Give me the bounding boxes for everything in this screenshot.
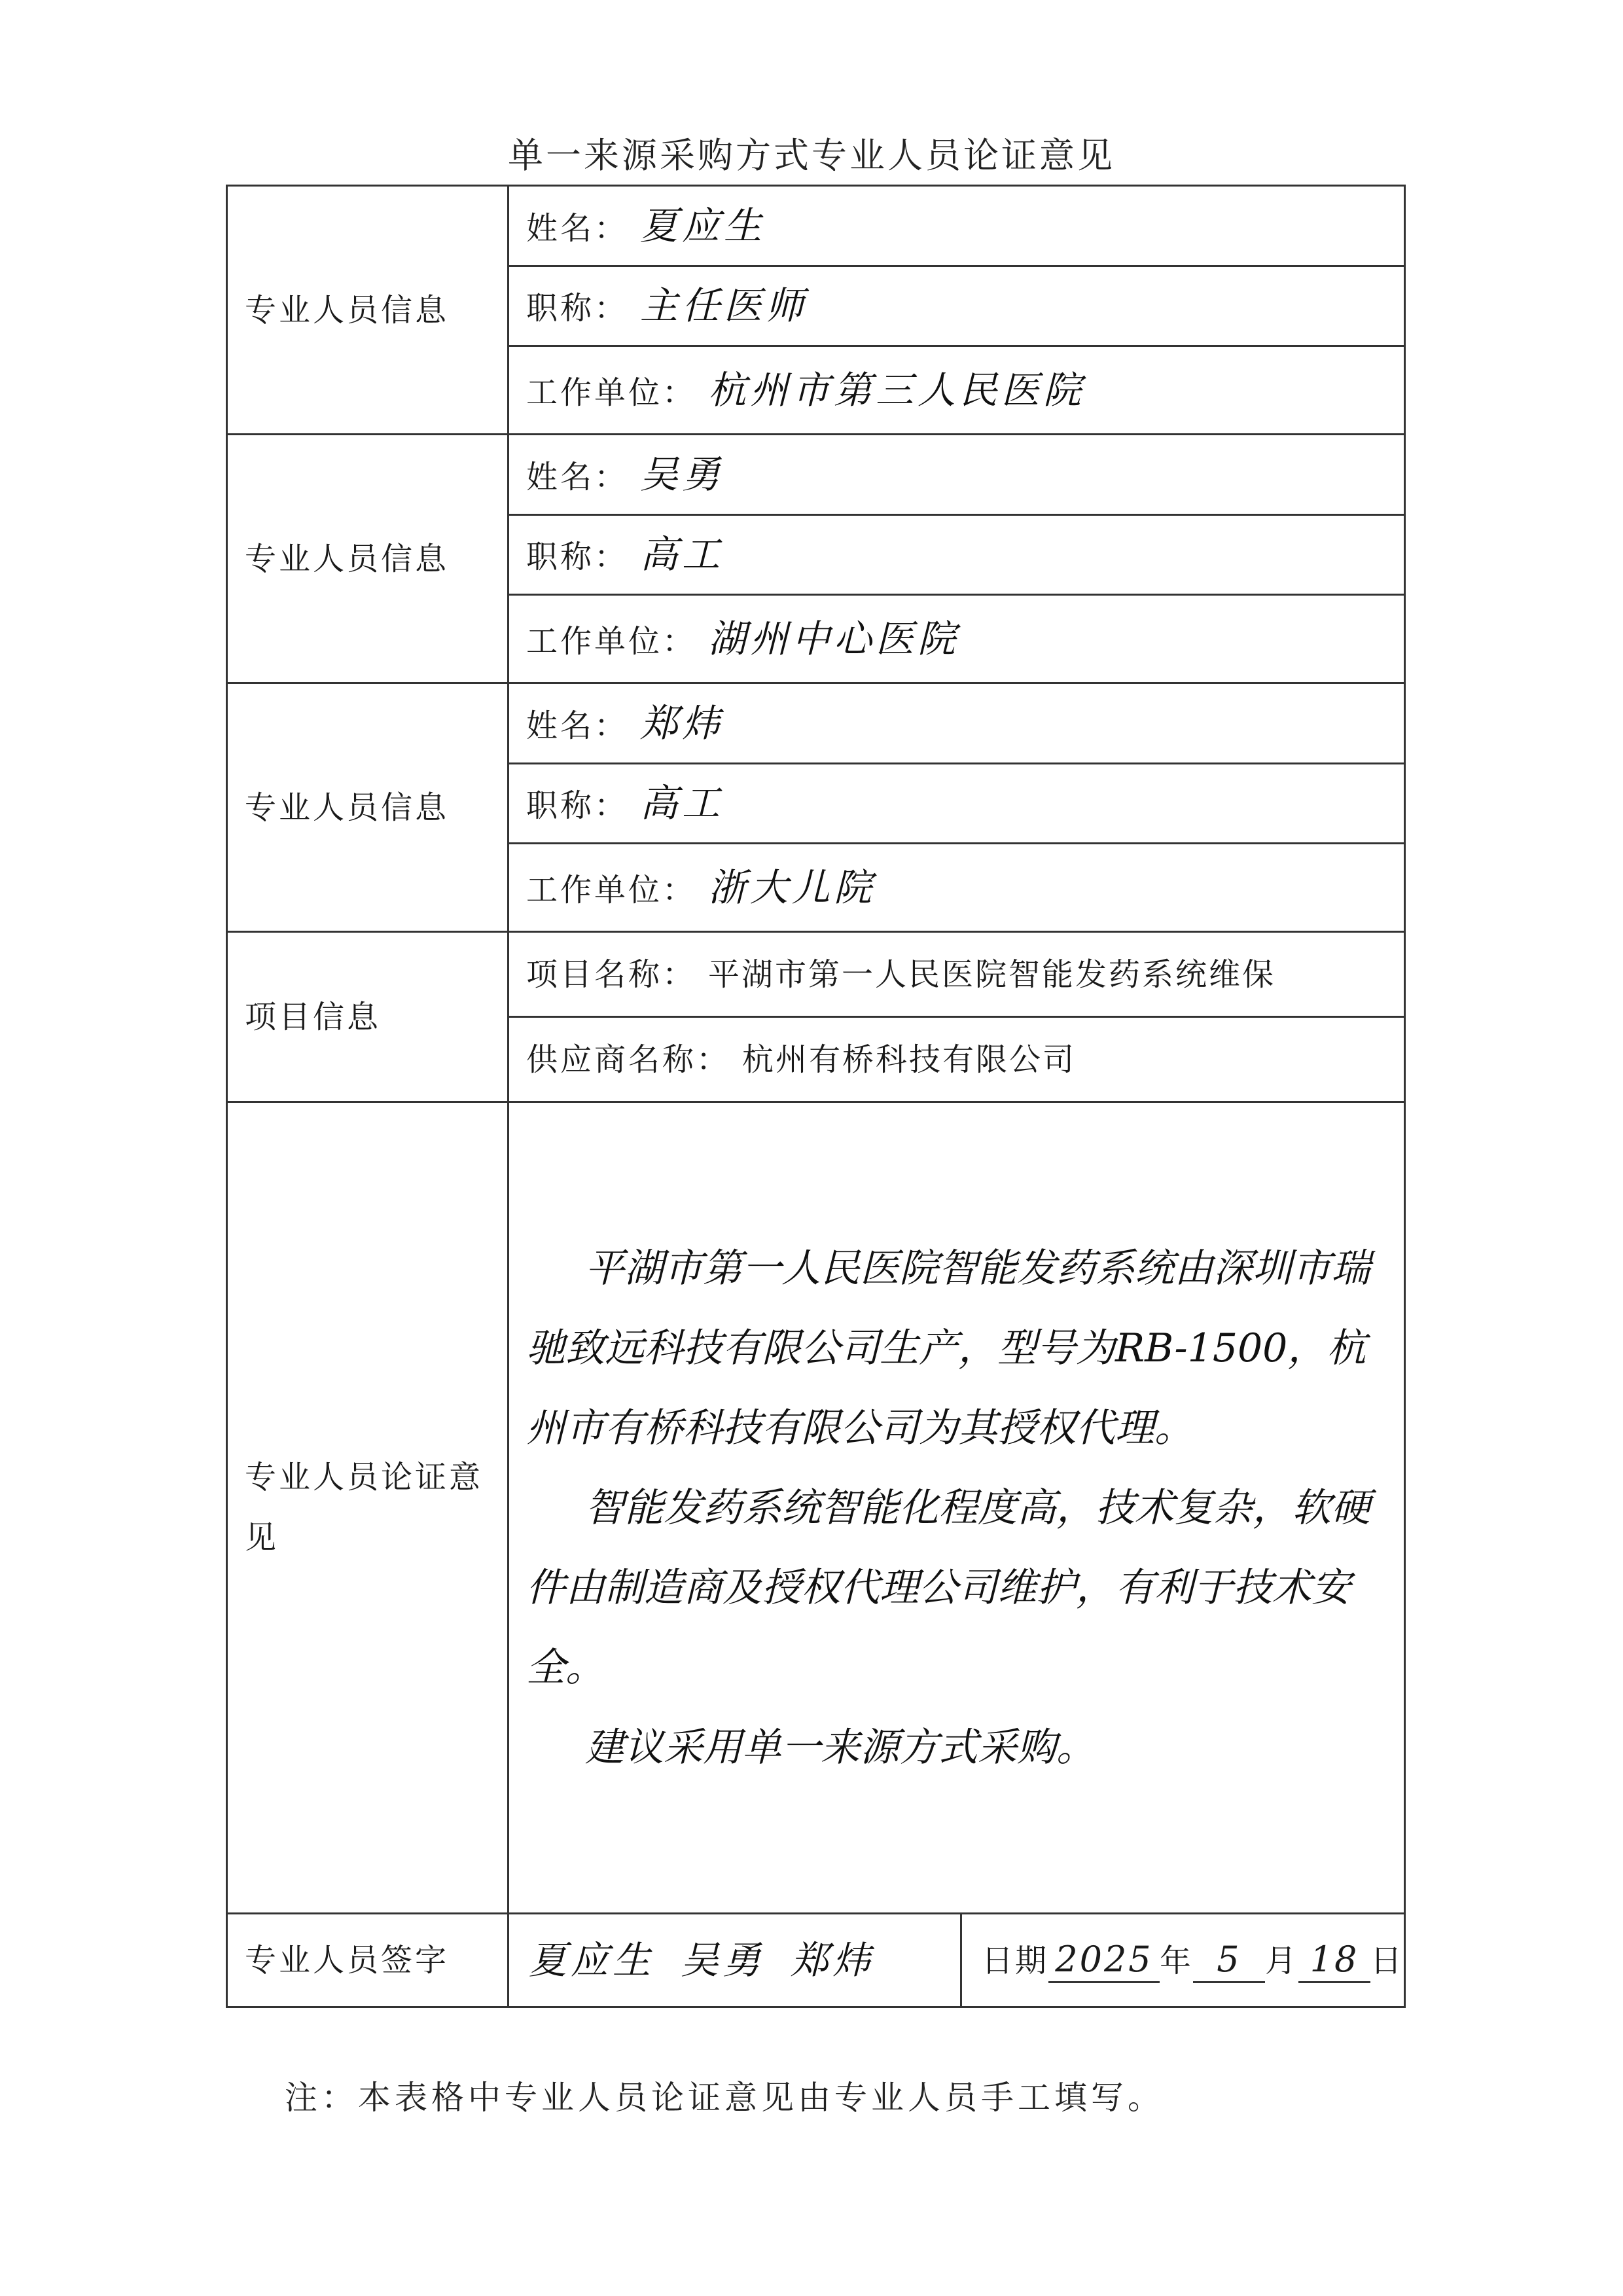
signature-2: 吴勇 [681, 1937, 765, 1982]
expert-2-name: 吴勇 [640, 452, 724, 497]
unit-label: 工作单位： [526, 622, 697, 660]
expert-2-unit: 湖州中心医院 [708, 616, 960, 661]
title-label: 职称： [526, 539, 629, 576]
expert-2-section-label: 专业人员信息 [227, 435, 508, 683]
opinion-paragraph: 平湖市第一人民医院智能发药系统由深圳市瑞驰致远科技有限公司生产，型号为RB-1500，杭州市有桥科技有限公司为其授权代理。 [526, 1245, 1370, 1451]
expert-3-name: 郑炜 [640, 700, 724, 745]
supplier-cell [508, 1017, 1405, 1102]
expert-2-title-cell [508, 515, 1405, 595]
date-label: 日期 [981, 1942, 1048, 1979]
expert-1-unit: 杭州市第三人民医院 [708, 367, 1086, 412]
signature-1: 夏应生 [529, 1937, 655, 1982]
document-title: 单一来源采购方式专业人员论证意见 [508, 135, 1115, 176]
expert-2-title: 高工 [640, 532, 724, 577]
signature-names [509, 1914, 962, 2006]
month-unit: 月 [1264, 1942, 1298, 1979]
expert-2-unit-cell [508, 595, 1405, 683]
expert-1-name: 夏应生 [640, 203, 766, 248]
project-name-label: 项目名称： [526, 956, 697, 993]
project-name-value: 平湖市第一人民医院智能发药系统维保 [708, 956, 1276, 993]
date-field [962, 1937, 1404, 1984]
date-month: 5 [1193, 1937, 1265, 1984]
unit-label: 工作单位： [526, 871, 697, 908]
signature-section-label: 专业人员签字 [227, 1914, 508, 2007]
expert-2-name-row [227, 435, 1405, 515]
expert-1-name-row [227, 186, 1405, 266]
expert-3-section-label: 专业人员信息 [227, 683, 508, 932]
opinion-cell [508, 1102, 1405, 1914]
project-name-row [227, 932, 1405, 1017]
footnote: 注：本表格中专业人员论证意见由专业人员手工填写。 [285, 2079, 1164, 2117]
supplier-label: 供应商名称： [526, 1041, 731, 1078]
year-unit: 年 [1159, 1942, 1193, 1979]
title-label: 职称： [526, 290, 629, 327]
date-year: 2025 [1048, 1937, 1160, 1984]
expert-1-section-label: 专业人员信息 [227, 186, 508, 435]
opinion-section-label: 专业人员论证意见 [227, 1102, 508, 1914]
expert-3-unit-cell [508, 844, 1405, 932]
unit-label: 工作单位： [526, 374, 697, 411]
title-label: 职称： [526, 787, 629, 825]
expert-1-title: 主任医师 [640, 283, 808, 329]
project-name-cell [508, 932, 1405, 1017]
expert-2-name-cell [508, 435, 1405, 515]
opinion-row [227, 1102, 1405, 1914]
expert-3-name-row [227, 683, 1405, 764]
expert-3-unit: 浙大儿院 [708, 865, 876, 910]
expert-1-unit-cell [508, 346, 1405, 435]
opinion-paragraph: 建议采用单一来源方式采购。 [585, 1724, 1096, 1770]
opinion-paragraph: 智能发药系统智能化程度高，技术复杂，软硬件由制造商及授权代理公司维护，有利于技术安全。 [526, 1484, 1370, 1691]
name-label: 姓名： [526, 209, 629, 247]
signature-row [227, 1914, 1405, 2007]
date-day: 18 [1298, 1937, 1370, 1984]
expert-3-name-cell [508, 683, 1405, 764]
expert-opinion-table [226, 185, 1406, 2008]
name-label: 姓名： [526, 458, 629, 495]
project-section-label: 项目信息 [227, 932, 508, 1102]
signature-cell [508, 1914, 1405, 2007]
expert-1-name-cell [508, 186, 1405, 266]
expert-3-title-cell [508, 764, 1405, 844]
signature-3: 郑炜 [791, 1937, 875, 1982]
day-unit: 日 [1370, 1942, 1404, 1979]
expert-3-title: 高工 [640, 781, 724, 826]
expert-1-title-cell [508, 266, 1405, 346]
name-label: 姓名： [526, 707, 629, 744]
supplier-value: 杭州有桥科技有限公司 [742, 1041, 1077, 1078]
